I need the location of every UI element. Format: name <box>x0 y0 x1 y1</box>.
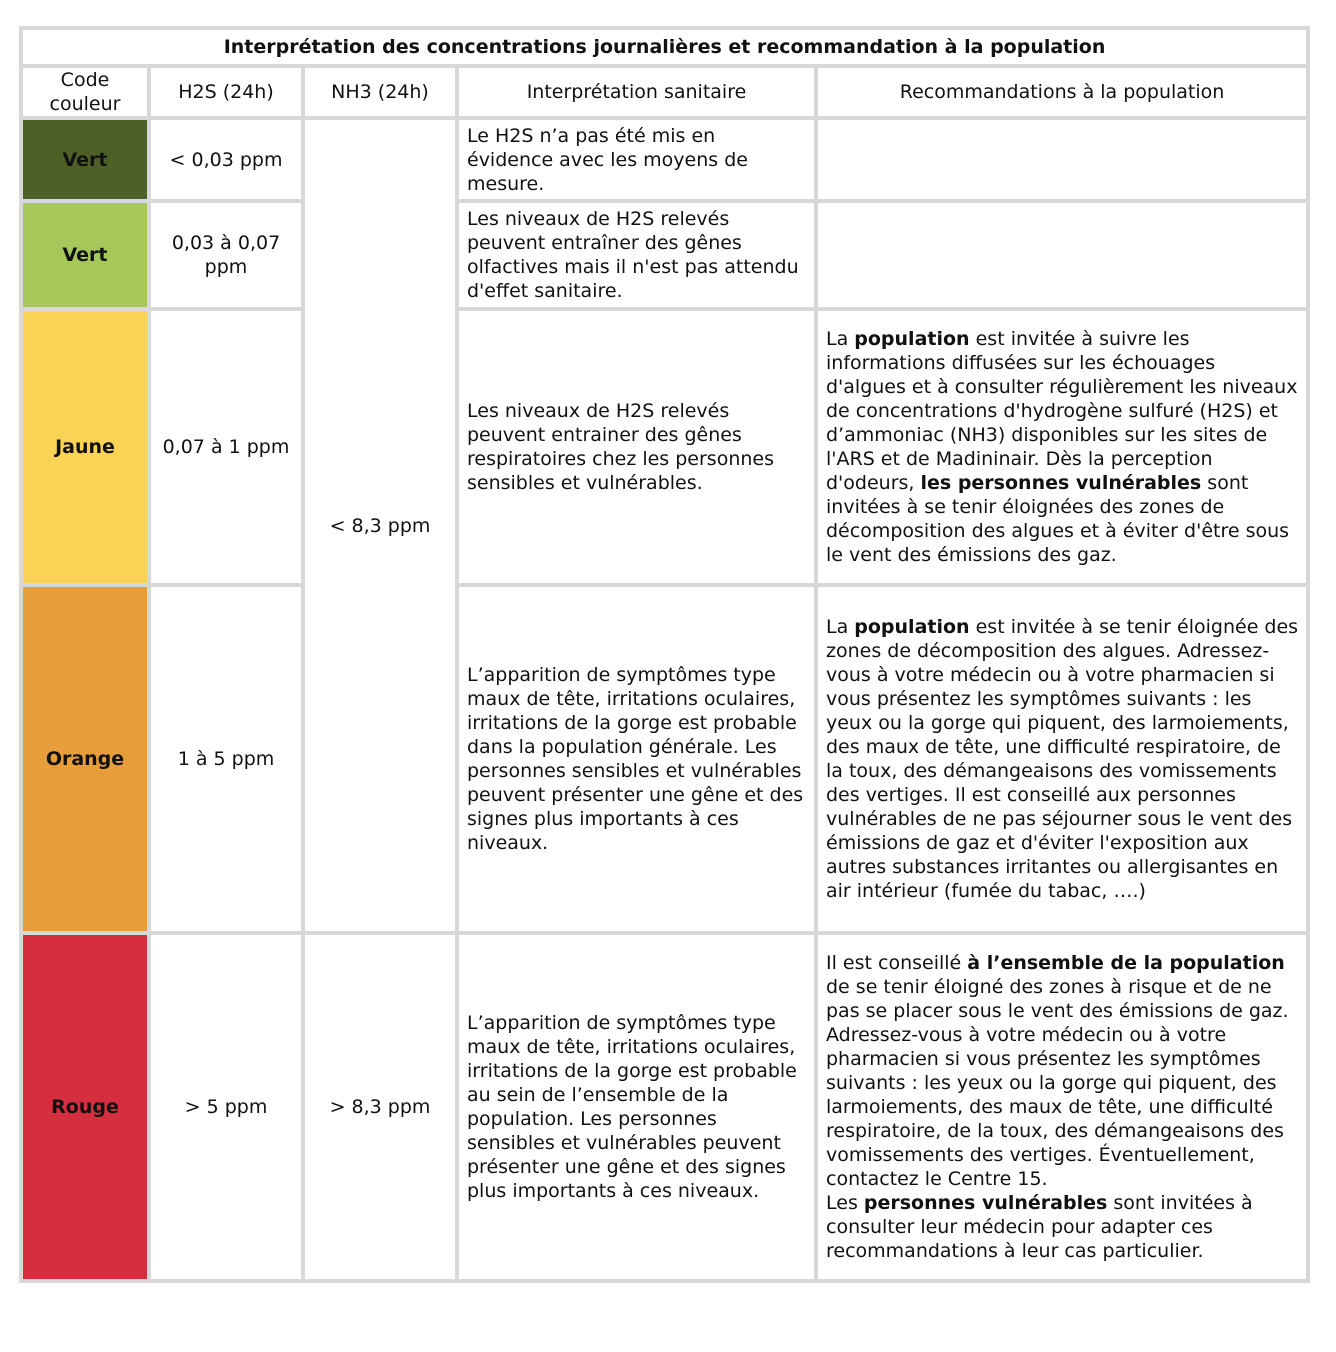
interpretation-text: L’apparition de symptômes type maux de tête, irritations oculaires, irritations de la gorge est probable au sein de l’ensemble de la population. Les personnes sensibles et vulnérables peuvent présenter une gêne et des signes plus importants à ces niveaux. <box>457 933 816 1281</box>
table-row <box>21 309 1308 585</box>
color-code-red: Rouge <box>21 933 149 1281</box>
color-code-orange: Orange <box>21 585 149 933</box>
h2s-value: < 0,03 ppm <box>149 118 303 201</box>
recommendation-text: Il est conseillé à l’ensemble de la population de se tenir éloigné des zones à risque et de ne pas se placer sous le vent des émissions de gaz. Adressez-vous à votre médecin ou à votre pharmacien si vous présentez les symptômes suivants : les yeux ou la gorge qui piquent, des larmoiements, des maux de tête, une difficulté respiratoire, de la toux, des démangeaisons des vomissements des vertiges. Éventuellement, contactez le Centre 15. Les personnes vulnérables sont invitées à consulter leur médecin pour adapter ces recommandations à leur cas particulier. <box>816 933 1308 1281</box>
h2s-value: > 5 ppm <box>149 933 303 1281</box>
interpretation-text: L’apparition de symptômes type maux de tête, irritations oculaires, irritations de la gorge est probable dans la population générale. Les personnes sensibles et vulnérables peuvent présenter une gêne et des signes plus importants à ces niveaux. <box>457 585 816 933</box>
header-nh3: NH3 (24h) <box>303 66 457 118</box>
interpretation-text: Le H2S n’a pas été mis en évidence avec les moyens de mesure. <box>457 118 816 201</box>
concentration-table <box>19 26 1310 1283</box>
table-row <box>21 933 1308 1281</box>
nh3-value-merged: < 8,3 ppm <box>303 118 457 933</box>
header-code-couleur: Code couleur <box>21 66 149 118</box>
table-title: Interprétation des concentrations journalières et recommandation à la population <box>21 28 1308 66</box>
h2s-value: 0,07 à 1 ppm <box>149 309 303 585</box>
recommendation-empty <box>816 201 1308 309</box>
recommendation-text: La population est invitée à suivre les informations diffusées sur les échouages d'algues et à consulter régulièrement les niveaux de concentrations d'hydrogène sulfuré (H2S) et d’ammoniac (NH3) disponibles sur les sites de l'ARS et de Madininair. Dès la perception d'odeurs, les personnes vulnérables sont invitées à se tenir éloignées des zones de décomposition des algues et à éviter d'être sous le vent des émissions des gaz. <box>816 309 1308 585</box>
table-row <box>21 201 1308 309</box>
color-code-light-green: Vert <box>21 201 149 309</box>
h2s-value: 0,03 à 0,07 ppm <box>149 201 303 309</box>
header-h2s: H2S (24h) <box>149 66 303 118</box>
table-row <box>21 118 1308 201</box>
header-recommendations: Recommandations à la population <box>816 66 1308 118</box>
h2s-value: 1 à 5 ppm <box>149 585 303 933</box>
nh3-value: > 8,3 ppm <box>303 933 457 1281</box>
color-code-yellow: Jaune <box>21 309 149 585</box>
recommendation-text: La population est invitée à se tenir éloignée des zones de décomposition des algues. Adressez-vous à votre médecin ou à votre pharmacien si vous présentez les symptômes suivants : les yeux ou la gorge qui piquent, des larmoiements, des maux de tête, une difficulté respiratoire, de la toux, des démangeaisons des vomissements des vertiges. Il est conseillé aux personnes vulnérables de ne pas séjourner sous le vent des émissions de gaz et d'éviter l'exposition aux autres substances irritantes ou allergisantes en air intérieur (fumée du tabac, ….) <box>816 585 1308 933</box>
color-code-dark-green: Vert <box>21 118 149 201</box>
interpretation-text: Les niveaux de H2S relevés peuvent entraîner des gênes olfactives mais il n'est pas attendu d'effet sanitaire. <box>457 201 816 309</box>
header-interpretation: Interprétation sanitaire <box>457 66 816 118</box>
recommendation-empty <box>816 118 1308 201</box>
interpretation-text: Les niveaux de H2S relevés peuvent entrainer des gênes respiratoires chez les personnes sensibles et vulnérables. <box>457 309 816 585</box>
table-row <box>21 585 1308 933</box>
